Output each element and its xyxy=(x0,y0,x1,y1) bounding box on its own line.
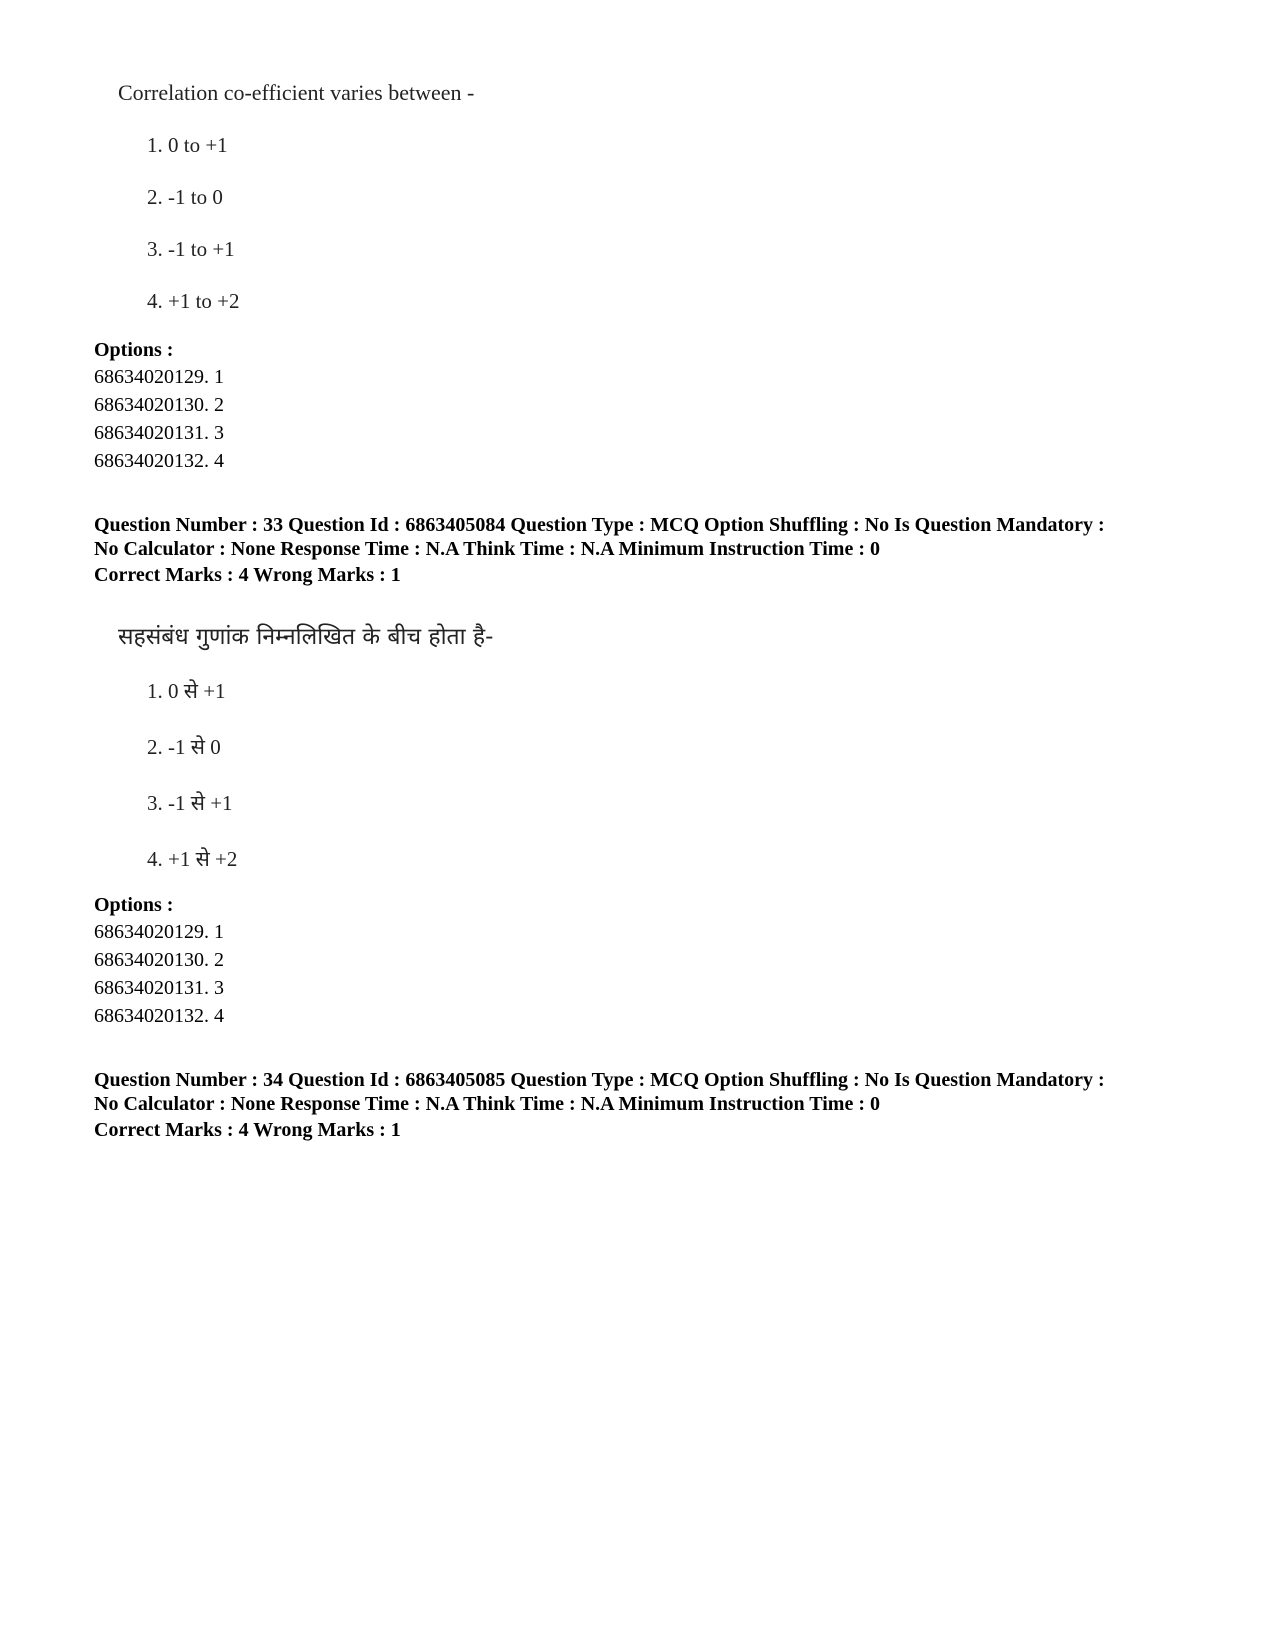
question-meta xyxy=(94,1068,1214,1116)
choice-value: +1 xyxy=(210,791,233,815)
choice-connector: से xyxy=(190,791,205,815)
choice-connector: से xyxy=(183,679,198,703)
choice-1: 1. 0 to +1 xyxy=(147,133,228,157)
choice-3: 3. -1 to +1 xyxy=(147,237,235,261)
question-meta xyxy=(94,513,1214,561)
marks-line: Correct Marks : 4 Wrong Marks : 1 xyxy=(94,564,401,586)
choice-connector: से xyxy=(195,847,210,871)
option-line: 68634020132. 4 xyxy=(94,1005,224,1027)
choice-4 xyxy=(147,845,237,873)
question-meta-line: Question Number : 34 Question Id : 6863405085 Question Type : MCQ Option Shuffling : No Is Question Mandatory : xyxy=(94,1069,1105,1091)
option-line: 68634020129. 1 xyxy=(94,366,224,388)
choice-2 xyxy=(147,733,221,761)
choice-number: 3. -1 xyxy=(147,791,186,815)
option-line: 68634020132. 4 xyxy=(94,450,224,472)
option-line: 68634020131. 3 xyxy=(94,422,224,444)
choice-4: 4. +1 to +2 xyxy=(147,289,240,313)
choice-value: +2 xyxy=(215,847,238,871)
options-label: Options : xyxy=(94,894,174,916)
question-meta-line: No Calculator : None Response Time : N.A Think Time : N.A Minimum Instruction Time : 0 xyxy=(94,538,880,560)
choice-number: 2. -1 xyxy=(147,735,186,759)
choice-number: 1. 0 xyxy=(147,679,179,703)
option-line: 68634020129. 1 xyxy=(94,921,224,943)
choice-value: 0 xyxy=(210,735,221,759)
choice-2: 2. -1 to 0 xyxy=(147,185,223,209)
choice-number: 4. +1 xyxy=(147,847,191,871)
choice-connector: से xyxy=(190,735,205,759)
options-label: Options : xyxy=(94,339,174,361)
choice-value: +1 xyxy=(203,679,226,703)
question-meta-line: Question Number : 33 Question Id : 6863405084 Question Type : MCQ Option Shuffling : No Is Question Mandatory : xyxy=(94,514,1105,536)
choice-3 xyxy=(147,789,233,817)
marks-line: Correct Marks : 4 Wrong Marks : 1 xyxy=(94,1119,401,1141)
question-text: Correlation co-efficient varies between - xyxy=(118,80,475,105)
option-line: 68634020131. 3 xyxy=(94,977,224,999)
choice-1 xyxy=(147,677,226,705)
option-line: 68634020130. 2 xyxy=(94,394,224,416)
question-text: सहसंबंध गुणांक निम्नलिखित के बीच होता है- xyxy=(118,624,494,650)
option-line: 68634020130. 2 xyxy=(94,949,224,971)
question-meta-line: No Calculator : None Response Time : N.A Think Time : N.A Minimum Instruction Time : 0 xyxy=(94,1093,880,1115)
